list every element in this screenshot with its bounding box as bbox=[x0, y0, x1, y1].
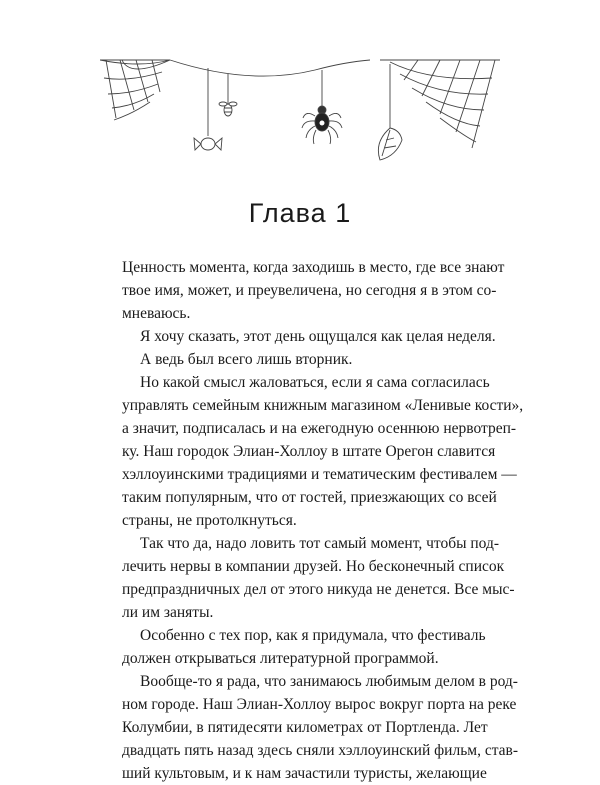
text-line: ку. Наш городок Элиан-Холлоу в штате Орегон славится bbox=[122, 443, 496, 460]
text-line: Так что да, надо ловить тот самый момент, чтобы под- bbox=[140, 535, 500, 552]
text-line: Но какой смысл жаловаться, если я сама согласилась bbox=[140, 374, 490, 391]
text-line: Вообще-то я рада, что занимаюсь любимым делом в род- bbox=[140, 673, 518, 690]
text-line: Колумбии, в пятидесяти километрах от Портленда. Лет bbox=[122, 719, 488, 736]
text-line: таким популярным, что от гостей, приезжающих со всей bbox=[122, 489, 497, 506]
text-line: Особенно с тех пор, как я придумала, что фестиваль bbox=[140, 627, 486, 644]
web-thread-icon bbox=[170, 60, 370, 76]
text-line: ший культовым, и к нам зачастили туристы, желающие bbox=[122, 765, 487, 782]
text-line: должен открываться литературной программой. bbox=[122, 650, 439, 667]
text-line: предпраздничных дел от этого никуда не денется. Все мыс- bbox=[122, 581, 515, 598]
text-line: управлять семейным книжным магазином «Ленивые кости», bbox=[122, 397, 524, 414]
left-web-icon bbox=[100, 60, 170, 120]
chapter-body bbox=[122, 256, 524, 785]
text-line: а значит, подписалась и на ежегодную осеннюю нервотреп- bbox=[122, 420, 517, 437]
text-line: твое имя, может, и преувеличена, но сегодня я в этом со- bbox=[122, 282, 497, 299]
text-line: страны, не протолкнуться. bbox=[122, 512, 297, 529]
text-line: Я хочу сказать, этот день ощущался как целая неделя. bbox=[140, 328, 496, 345]
text-line: двадцать пять назад здесь сняли хэллоуинский фильм, став- bbox=[122, 742, 519, 759]
chapter-title: Глава 1 bbox=[248, 198, 352, 229]
spiderweb-ornament-icon bbox=[100, 48, 500, 178]
text-line: хэллоуинскими традициями и тематическим фестивалем — bbox=[122, 466, 517, 483]
text-line: А ведь был всего лишь вторник. bbox=[140, 351, 353, 368]
spider-icon bbox=[302, 70, 342, 144]
bee-icon bbox=[219, 74, 237, 116]
text-line: мневаюсь. bbox=[122, 305, 191, 322]
text-line: Ценность момента, когда заходишь в место, где все знают bbox=[122, 259, 505, 276]
candy-icon bbox=[194, 68, 222, 150]
text-line: ном городе. Наш Элиан-Холлоу вырос вокруг порта на реке bbox=[122, 696, 517, 713]
text-line: ли им заняты. bbox=[122, 604, 214, 621]
text-line: лечить нервы в компании друзей. Но бесконечный список bbox=[122, 558, 505, 575]
leaf-icon bbox=[378, 64, 402, 160]
